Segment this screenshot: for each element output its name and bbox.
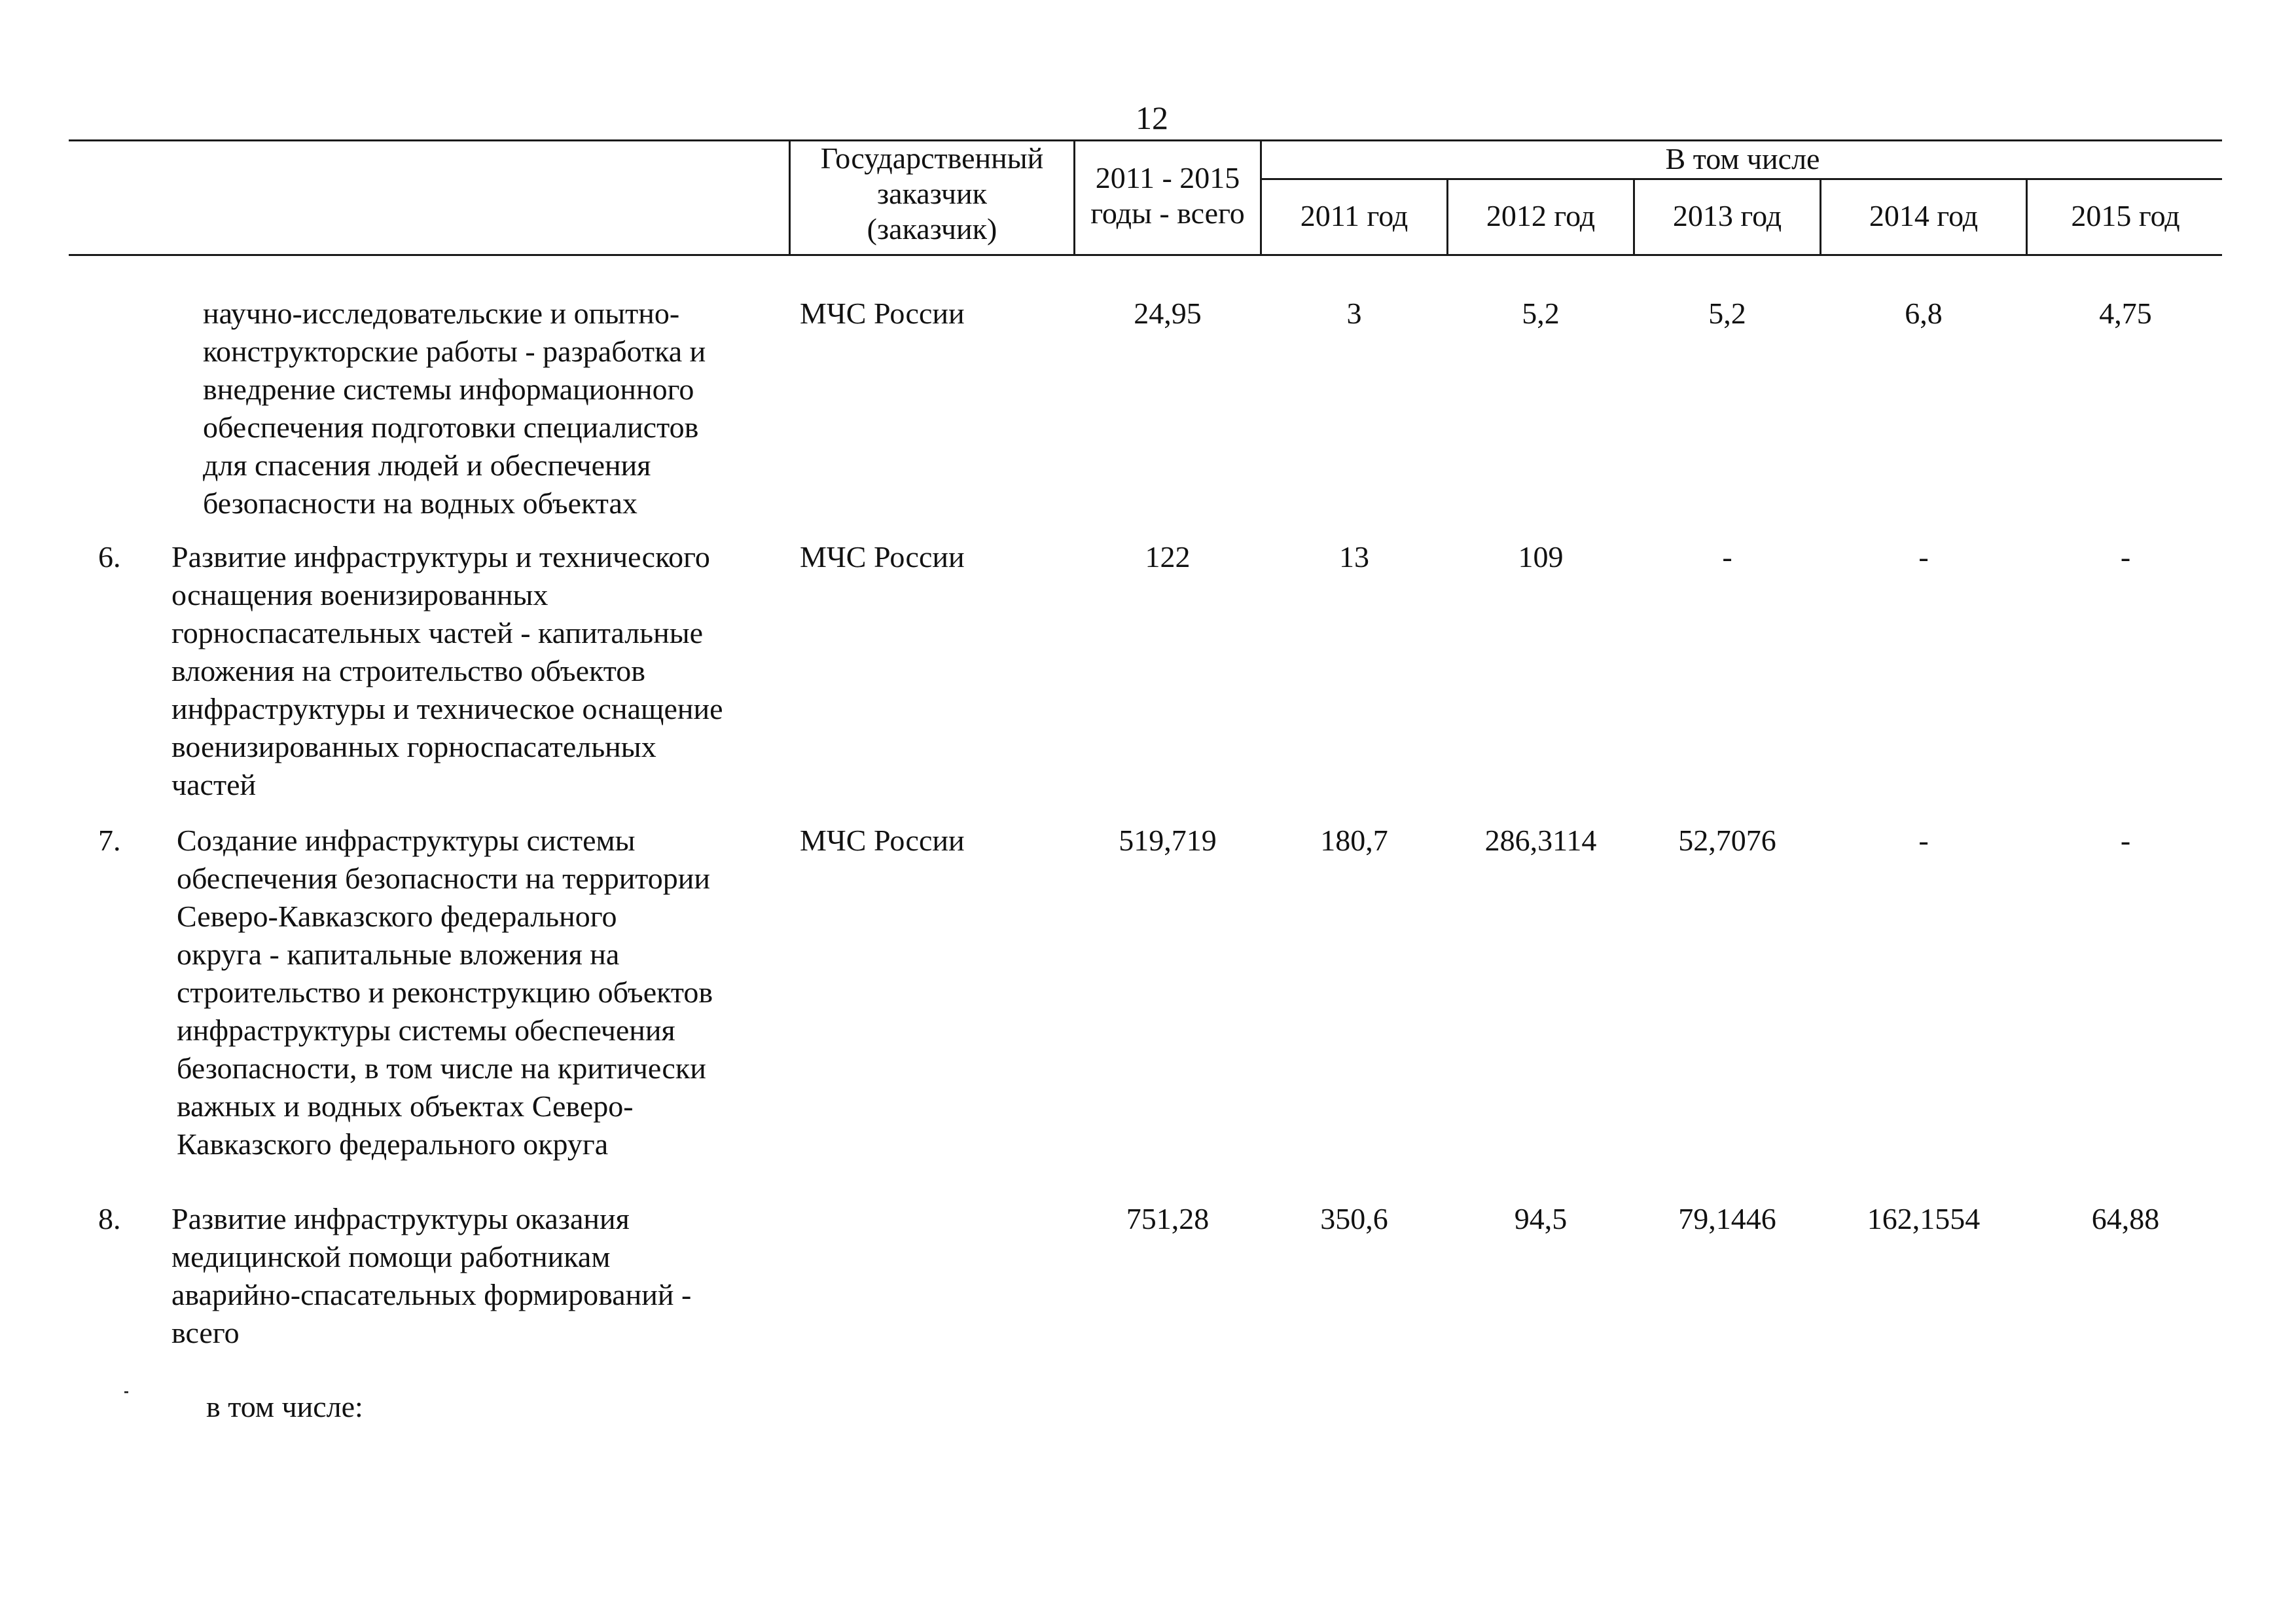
row-2013: 79,1446 [1678,1202,1776,1235]
row-number: 8. [98,1202,121,1235]
row-2012: 286,3114 [1484,824,1597,857]
row-total: 751,28 [1126,1202,1210,1235]
row-description: Развитие инфраструктуры и технического оснащения военизированных горноспасательных частей - капитальные вложения на строительство объектов инфраструктуры и техническое оснащение военизированных горноспасательных частей [171,540,723,801]
row-customer: МЧС России [800,540,965,574]
row-number: 6. [98,540,121,574]
row-2013: - [1722,540,1732,574]
row-2013: 52,7076 [1678,824,1776,857]
footer-note: в том числе: [206,1390,363,1423]
header-divider-2013 [1820,178,1821,256]
header-year-2011: 2011 год [1300,199,1408,232]
row-total: 24,95 [1134,297,1202,330]
row-2011: 13 [1339,540,1369,574]
row-2014: 6,8 [1905,297,1943,330]
row-description: научно-исследовательские и опытно- конструкторские работы - разработка и внедрение системы информационного обеспечения подготовки специалистов для спасения людей и обеспечения безопасности на водных объектах [203,297,706,520]
header-customer: Государственный заказчик (заказчик) [820,141,1044,246]
row-2011: 180,7 [1320,824,1388,857]
row-2015: - [2120,824,2131,857]
row-customer: МЧС России [800,824,965,857]
scan-speck [124,1391,128,1393]
header-divider-total [1260,139,1262,256]
table-header-bottom-rule [69,254,2222,256]
row-2014: - [1918,540,1929,574]
row-description: Развитие инфраструктуры оказания медицинской помощи работникам аварийно-спасательных формирований - всего [171,1202,692,1349]
row-2011: 3 [1346,297,1362,330]
header-divider-customer [1073,139,1075,256]
header-divider-2011 [1446,178,1448,256]
header-divider-2014 [2026,178,2028,256]
header-year-2015: 2015 год [2071,199,2180,232]
row-2012: 94,5 [1514,1202,1568,1235]
header-divider-2012 [1633,178,1635,256]
row-number: 7. [98,824,121,857]
header-year-2014: 2014 год [1869,199,1979,232]
row-2012: 109 [1518,540,1564,574]
header-group: В том числе [1665,142,1820,175]
row-2011: 350,6 [1320,1202,1388,1235]
row-description: Создание инфраструктуры системы обеспечения безопасности на территории Северо-Кавказского федерального округа - капитальные вложения на строительство и реконструкцию объектов инфраструктуры системы обеспечения безопасности, в том числе на критически важных и водных объектах Северо- Кавказского федерального округа [177,824,713,1161]
row-customer: МЧС России [800,297,965,330]
row-total: 122 [1145,540,1191,574]
row-2013: 5,2 [1708,297,1746,330]
row-2012: 5,2 [1522,297,1560,330]
row-2014: - [1918,824,1929,857]
header-year-2012: 2012 год [1486,199,1596,232]
row-2015: 4,75 [2099,297,2152,330]
row-2014: 162,1554 [1867,1202,1981,1235]
row-total: 519,719 [1119,824,1217,857]
header-year-2013: 2013 год [1672,199,1782,232]
row-2015: - [2120,540,2131,574]
group-header-rule [1260,178,2222,180]
page-number: 12 [1136,100,1168,136]
row-2015: 64,88 [2091,1202,2160,1235]
header-divider-desc [789,139,791,256]
header-total: 2011 - 2015 годы - всего [1090,161,1245,230]
